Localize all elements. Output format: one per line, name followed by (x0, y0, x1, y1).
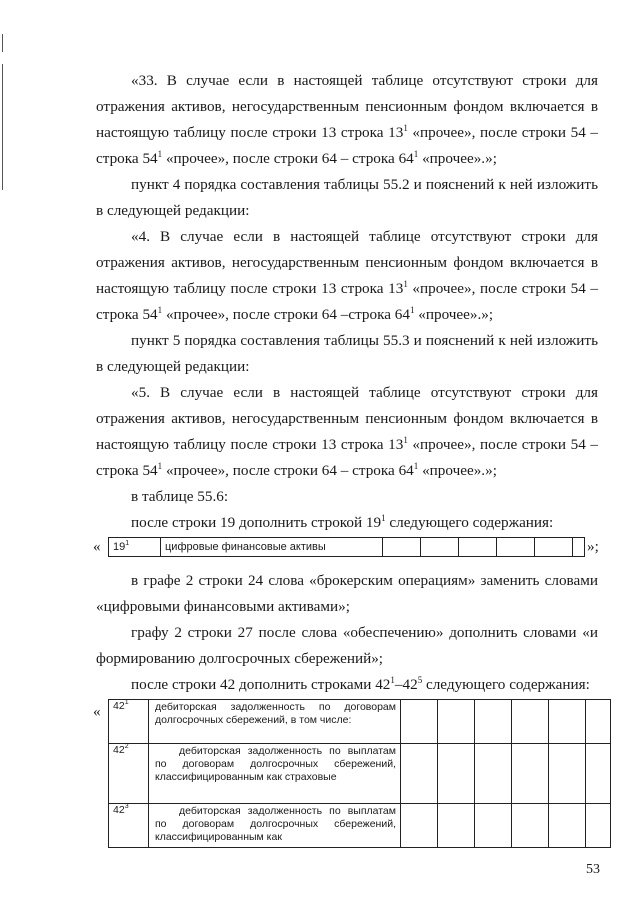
row-number-cell: $42^2$ (109, 744, 149, 804)
value-cell (535, 538, 573, 557)
table-row (109, 804, 611, 848)
paragraph-text: «прочее».»; (414, 306, 494, 323)
superscript: 1 (390, 675, 395, 685)
value-cell (421, 538, 459, 557)
paragraph-point-4 (96, 172, 598, 224)
paragraph-text: «прочее».»; (418, 150, 497, 167)
paragraph-item-4 (96, 224, 598, 328)
paragraph-text: «прочее», после строки 64 –строка 64 (162, 306, 410, 323)
superscript: 1 (157, 149, 163, 159)
superscript: 1 (403, 435, 408, 445)
value-cell (549, 700, 586, 744)
value-cell (438, 804, 475, 848)
table-open-quote: « (93, 538, 101, 555)
value-cell (401, 804, 438, 848)
paragraph-text: –42 (394, 676, 418, 693)
superscript: 1 (403, 123, 408, 133)
paragraph-text: «прочее», после строки 54 – строка 54 (96, 436, 599, 479)
value-cell (512, 744, 549, 804)
value-cell (497, 538, 535, 557)
paragraph-text: после строки 42 дополнить строками 42 (131, 676, 391, 693)
superscript: 1 (403, 279, 408, 289)
paragraph-table-55-6 (96, 484, 598, 510)
paragraph-text: «5. В случае если в настоящей таблице отсутствуют строки для отражения активов, негосударственным пенсионным фондом включается в настоящую таблицу после строки 13 строка 13 (96, 384, 598, 453)
paragraph-text: «33. В случае если в настоящей таблице отсутствуют строки для отражения активов, негосударственным пенсионным фондом включается в настоящую таблицу после строки 13 строка 13 (96, 72, 598, 141)
paragraph-column-2-row-27 (96, 620, 598, 672)
inserted-table-row-19 (108, 537, 585, 557)
paragraph-text: пункт 5 порядка составления таблицы 55.3 и пояснений к ней изложить в следующей редакции: (96, 332, 598, 375)
margin-mark (2, 34, 3, 52)
paragraph-text: «4. В случае если в настоящей таблице отсутствуют строки для отражения активов, негосударственным пенсионным фондом включается в настоящую таблицу после строки 13 строка 13 (96, 228, 598, 297)
paragraph-text: графу 2 строки 27 после слова «обеспечению» дополнить словами «и формированию долгосрочных сбережений»; (96, 624, 598, 667)
table-row (109, 700, 611, 744)
value-cell (475, 804, 512, 848)
value-cell (573, 538, 585, 557)
superscript: 1 (413, 461, 419, 471)
table-row (109, 538, 585, 557)
paragraph-text: «прочее», после строки 54 – строка 54 (96, 280, 599, 323)
margin-mark (2, 64, 3, 190)
paragraph-text: следующего содержания: (422, 676, 590, 693)
paragraph-column-2-row-24 (96, 568, 598, 620)
row-description-cell: дебиторская задолженность по выплатам по договорам долгосрочных сбережений, классифицированным как (149, 804, 401, 848)
paragraph-point-5 (96, 328, 598, 380)
paragraph-text: «прочее».»; (418, 462, 497, 479)
superscript: 1 (157, 305, 163, 315)
value-cell (512, 700, 549, 744)
row-description-cell: дебиторская задолженность по выплатам по договорам долгосрочных сбережений, классифицированным как страховые (149, 744, 401, 804)
paragraph-item-5 (96, 380, 598, 484)
inserted-table-rows-42 (108, 699, 611, 848)
superscript: 5 (417, 675, 423, 685)
paragraph-text: «прочее», после строки 64 – строка 64 (162, 462, 414, 479)
superscript: 1 (413, 149, 419, 159)
table-open-quote: « (93, 703, 101, 720)
value-cell (586, 804, 611, 848)
row-description-cell: дебиторская задолженность по договорам долгосрочных сбережений, в том числе: (149, 700, 401, 744)
value-cell (401, 700, 438, 744)
value-cell (586, 700, 611, 744)
paragraph-text: «прочее», после строки 64 – строка 64 (162, 150, 414, 167)
value-cell (586, 744, 611, 804)
paragraph-add-rows-42 (96, 672, 598, 698)
paragraph-item-33 (96, 68, 598, 172)
paragraph-add-row-19 (96, 510, 598, 536)
table-row (109, 744, 611, 804)
value-cell (459, 538, 497, 557)
value-cell (383, 538, 421, 557)
row-number-cell: $42^1$ (109, 700, 149, 744)
value-cell (438, 744, 475, 804)
value-cell (438, 700, 475, 744)
superscript: 1 (409, 305, 415, 315)
value-cell (512, 804, 549, 848)
value-cell (549, 804, 586, 848)
value-cell (549, 744, 586, 804)
paragraph-text: «прочее», после строки 54 – строка 54 (96, 124, 599, 167)
superscript: 1 (381, 513, 386, 523)
paragraph-text: в графе 2 строки 24 слова «брокерским операциям» заменить словами «цифровыми финансовыми активами»; (96, 572, 598, 615)
paragraph-text: следующего содержания: (385, 514, 554, 531)
value-cell (475, 700, 512, 744)
row-number-cell: $42^3$ (109, 804, 149, 848)
value-cell (475, 744, 512, 804)
superscript: 1 (157, 461, 163, 471)
value-cell (401, 744, 438, 804)
row-description-cell: цифровые финансовые активы (161, 538, 383, 557)
table-close-quote: »; (587, 538, 599, 555)
paragraph-text: пункт 4 порядка составления таблицы 55.2 и пояснений к ней изложить в следующей редакции: (96, 176, 598, 219)
row-number-cell: $19^1$ (109, 538, 161, 557)
page-number: 53 (586, 862, 600, 877)
paragraph-text: в таблице 55.6: (131, 488, 229, 505)
paragraph-text: после строки 19 дополнить строкой 19 (131, 514, 382, 531)
